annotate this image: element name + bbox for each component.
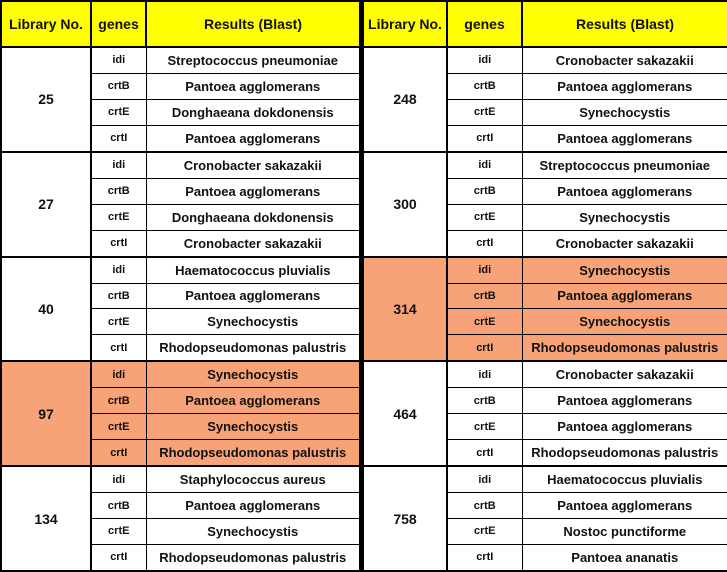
gene-cell: idi: [91, 466, 146, 492]
blast-result-cell: Staphylococcus aureus: [146, 466, 360, 492]
header-genes: genes: [447, 1, 522, 47]
blast-result-cell: Nostoc punctiforme: [522, 519, 727, 545]
gene-cell: crtI: [91, 230, 146, 256]
gene-cell: idi: [447, 466, 522, 492]
gene-cell: crtI: [91, 335, 146, 361]
blast-result-cell: Synechocystis: [522, 257, 727, 283]
table-row: [1, 466, 360, 492]
header-genes: genes: [91, 1, 146, 47]
blast-result-cell: Pantoea ananatis: [522, 544, 727, 571]
gene-cell: crtB: [447, 283, 522, 309]
blast-result-cell: Pantoea agglomerans: [522, 178, 727, 204]
library-number: 248: [363, 47, 447, 152]
blast-result-cell: Donghaeana dokdonensis: [146, 204, 360, 230]
gene-cell: crtB: [447, 73, 522, 99]
table-row: [1, 47, 360, 73]
library-number: 25: [1, 47, 91, 152]
gene-cell: idi: [447, 152, 522, 178]
gene-cell: crtE: [91, 99, 146, 125]
header-library-no: Library No.: [1, 1, 91, 47]
blast-result-cell: Pantoea agglomerans: [522, 73, 727, 99]
table-row: [363, 361, 727, 387]
blast-result-cell: Pantoea agglomerans: [146, 73, 360, 99]
blast-result-cell: Pantoea agglomerans: [146, 125, 360, 151]
gene-cell: idi: [91, 47, 146, 73]
header-row: [1, 1, 360, 47]
blast-result-cell: Rhodopseudomonas palustris: [146, 440, 360, 466]
gene-cell: idi: [447, 361, 522, 387]
results-table-right: [362, 0, 727, 572]
blast-result-cell: Pantoea agglomerans: [522, 283, 727, 309]
blast-result-cell: Synechocystis: [522, 204, 727, 230]
gene-cell: crtE: [447, 204, 522, 230]
blast-result-cell: Pantoea agglomerans: [522, 388, 727, 414]
gene-cell: crtI: [447, 335, 522, 361]
library-number: 27: [1, 152, 91, 257]
gene-cell: idi: [447, 257, 522, 283]
blast-result-cell: Synechocystis: [522, 99, 727, 125]
blast-result-cell: Streptococcus pneumoniae: [146, 47, 360, 73]
blast-result-cell: Cronobacter sakazakii: [522, 230, 727, 256]
header-library-no: Library No.: [363, 1, 447, 47]
table-body-left: [1, 47, 360, 571]
table-row: [363, 466, 727, 492]
blast-result-cell: Synechocystis: [146, 309, 360, 335]
gene-cell: crtB: [447, 178, 522, 204]
table-row: [363, 47, 727, 73]
table-row: [1, 152, 360, 178]
gene-cell: crtB: [91, 388, 146, 414]
header-row: [363, 1, 727, 47]
blast-result-cell: Pantoea agglomerans: [522, 125, 727, 151]
blast-result-cell: Cronobacter sakazakii: [146, 230, 360, 256]
blast-result-cell: Donghaeana dokdonensis: [146, 99, 360, 125]
gene-cell: crtE: [91, 414, 146, 440]
blast-result-cell: Synechocystis: [522, 309, 727, 335]
gene-cell: crtI: [447, 544, 522, 571]
blast-result-cell: Pantoea agglomerans: [146, 283, 360, 309]
gene-cell: crtE: [447, 414, 522, 440]
blast-result-cell: Rhodopseudomonas palustris: [522, 440, 727, 466]
blast-result-cell: Rhodopseudomonas palustris: [146, 544, 360, 571]
library-number: 134: [1, 466, 91, 571]
gene-cell: crtE: [447, 99, 522, 125]
blast-result-cell: Rhodopseudomonas palustris: [146, 335, 360, 361]
blast-result-cell: Pantoea agglomerans: [146, 178, 360, 204]
table-body-right: [363, 47, 727, 571]
blast-result-cell: Synechocystis: [146, 361, 360, 387]
gene-cell: idi: [447, 47, 522, 73]
gene-cell: crtI: [447, 230, 522, 256]
blast-result-cell: Cronobacter sakazakii: [522, 47, 727, 73]
gene-cell: crtE: [91, 519, 146, 545]
table-row: [363, 152, 727, 178]
blast-result-cell: Cronobacter sakazakii: [146, 152, 360, 178]
gene-cell: idi: [91, 361, 146, 387]
gene-cell: idi: [91, 257, 146, 283]
table-row: [1, 361, 360, 387]
table-row: [1, 257, 360, 283]
results-table-left: [0, 0, 361, 572]
gene-cell: crtI: [91, 125, 146, 151]
blast-result-cell: Haematococcus pluvialis: [522, 466, 727, 492]
gene-cell: crtI: [447, 125, 522, 151]
gene-cell: crtI: [91, 544, 146, 571]
table-row: [363, 257, 727, 283]
gene-cell: crtI: [447, 440, 522, 466]
gene-cell: crtE: [447, 309, 522, 335]
gene-cell: crtB: [447, 493, 522, 519]
gene-cell: crtB: [91, 178, 146, 204]
blast-result-cell: Cronobacter sakazakii: [522, 361, 727, 387]
blast-result-cell: Pantoea agglomerans: [146, 388, 360, 414]
gene-cell: idi: [91, 152, 146, 178]
library-number: 758: [363, 466, 447, 571]
gene-cell: crtB: [91, 73, 146, 99]
blast-result-cell: Streptococcus pneumoniae: [522, 152, 727, 178]
library-number: 97: [1, 361, 91, 466]
library-number: 464: [363, 361, 447, 466]
blast-result-cell: Synechocystis: [146, 519, 360, 545]
gene-cell: crtB: [447, 388, 522, 414]
gene-cell: crtE: [447, 519, 522, 545]
gene-cell: crtB: [91, 283, 146, 309]
header-results-blast: Results (Blast): [522, 1, 727, 47]
gene-cell: crtB: [91, 493, 146, 519]
blast-result-cell: Pantoea agglomerans: [522, 493, 727, 519]
gene-cell: crtE: [91, 204, 146, 230]
gene-cell: crtI: [91, 440, 146, 466]
blast-result-cell: Haematococcus pluvialis: [146, 257, 360, 283]
blast-result-cell: Synechocystis: [146, 414, 360, 440]
library-number: 300: [363, 152, 447, 257]
library-number: 314: [363, 257, 447, 362]
blast-result-cell: Rhodopseudomonas palustris: [522, 335, 727, 361]
blast-result-cell: Pantoea agglomerans: [522, 414, 727, 440]
gene-cell: crtE: [91, 309, 146, 335]
blast-result-cell: Pantoea agglomerans: [146, 493, 360, 519]
library-number: 40: [1, 257, 91, 362]
header-results-blast: Results (Blast): [146, 1, 360, 47]
